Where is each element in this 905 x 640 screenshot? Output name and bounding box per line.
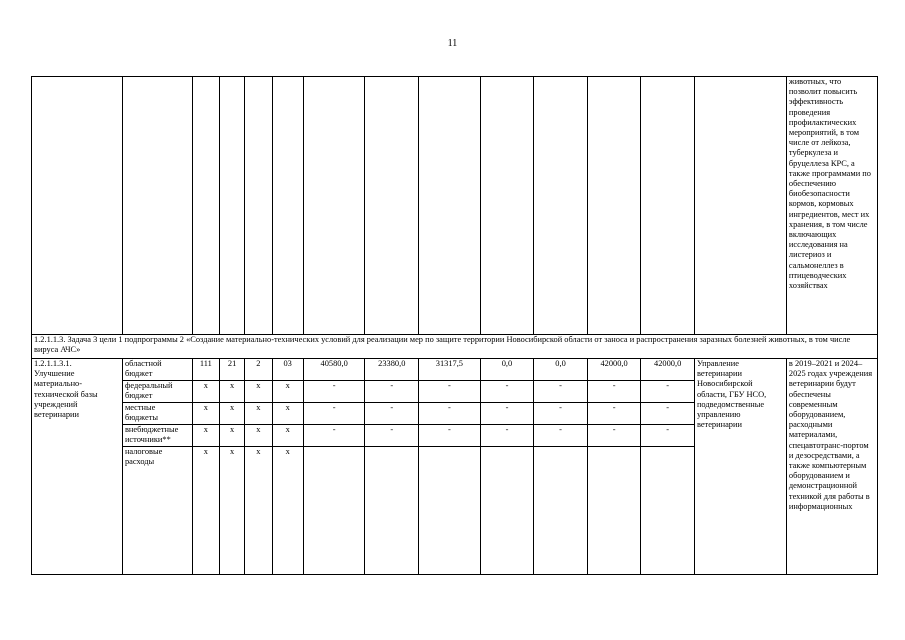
value-cell: -: [480, 425, 534, 447]
code-om: x: [272, 425, 303, 447]
value-cell: -: [480, 381, 534, 403]
cell-empty: [587, 77, 641, 335]
cell-empty: [365, 77, 419, 335]
cell-empty: [245, 77, 272, 335]
table-row-task: [32, 335, 878, 359]
code-grbs: x: [192, 381, 219, 403]
code-pgp: x: [245, 381, 272, 403]
value-cell: -: [419, 403, 481, 425]
cell-empty: [480, 77, 534, 335]
value-cell: -: [534, 403, 588, 425]
cell-empty: [641, 77, 695, 335]
table-row-funding: [32, 359, 878, 381]
code-om: x: [272, 381, 303, 403]
code-grbs: 111: [192, 359, 219, 381]
value-cell: 31317,5: [419, 359, 481, 381]
value-cell: -: [641, 403, 695, 425]
value-cell: 23380,0: [365, 359, 419, 381]
code-pgp: 2: [245, 359, 272, 381]
value-cell: [303, 447, 365, 575]
value-cell: -: [365, 403, 419, 425]
value-cell: -: [641, 425, 695, 447]
value-cell: -: [419, 425, 481, 447]
value-cell: [641, 447, 695, 575]
value-cell: 0,0: [534, 359, 588, 381]
code-pgp: x: [245, 403, 272, 425]
value-cell: -: [534, 425, 588, 447]
expected-result: в 2019–2021 и 2024– 2025 годах учреждения ветеринарии будут обеспечены современным оборудованием, расходными материалами, спецавтотранс-портом и дезосредствами, а также компьютерным оборудованием и демонстрационной техникой для работы в информационных: [786, 359, 877, 575]
value-cell: [587, 447, 641, 575]
expected-result-continuation: животных, что позволит повысить эффективность проведения профилактических мероприятий, в том числе от лейкоза, туберкулеза и бруцеллеза КРС, а также программами по обеспечению биобезопасности кормов, кормовых ингредиентов, мест их хранения, в том числе включающих исследования на листериоз и сальмонеллез в птицеводческих хозяйствах: [786, 77, 877, 335]
value-cell: [365, 447, 419, 575]
funding-source: налоговые расходы: [122, 447, 192, 575]
value-cell: -: [303, 425, 365, 447]
value-cell: [480, 447, 534, 575]
cell-empty: [303, 77, 365, 335]
code-grbs: x: [192, 447, 219, 575]
code-grbs: x: [192, 425, 219, 447]
table-row-continuation: [32, 77, 878, 335]
code-gp: x: [219, 381, 244, 403]
task-heading: 1.2.1.1.3. Задача 3 цели 1 подпрограммы 2 «Создание материально-технических условий для реализации мер по защите территории Новосибирской области от заноса и распространения заразных болезней животных, в том числе вируса АЧС»: [32, 335, 878, 359]
code-gp: x: [219, 403, 244, 425]
code-om: 03: [272, 359, 303, 381]
cell-empty: [192, 77, 219, 335]
value-cell: -: [365, 381, 419, 403]
cell-empty: [272, 77, 303, 335]
cell-empty: [219, 77, 244, 335]
value-cell: -: [587, 381, 641, 403]
value-cell: -: [534, 381, 588, 403]
funding-source: внебюджетные источники**: [122, 425, 192, 447]
value-cell: -: [641, 381, 695, 403]
code-gp: x: [219, 425, 244, 447]
value-cell: [534, 447, 588, 575]
value-cell: -: [365, 425, 419, 447]
value-cell: 42000,0: [587, 359, 641, 381]
cell-empty: [694, 77, 786, 335]
code-pgp: x: [245, 447, 272, 575]
activity-name: 1.2.1.1.3.1. Улучшение материально-технической базы учреждений ветеринарии: [32, 359, 123, 575]
value-cell: -: [480, 403, 534, 425]
cell-empty: [32, 77, 123, 335]
code-om: x: [272, 403, 303, 425]
funding-source: областной бюджет: [122, 359, 192, 381]
value-cell: [419, 447, 481, 575]
code-pgp: x: [245, 425, 272, 447]
funding-source: федеральный бюджет: [122, 381, 192, 403]
value-cell: 42000,0: [641, 359, 695, 381]
code-om: x: [272, 447, 303, 575]
value-cell: 0,0: [480, 359, 534, 381]
value-cell: -: [587, 403, 641, 425]
cell-empty: [122, 77, 192, 335]
code-gp: 21: [219, 359, 244, 381]
value-cell: -: [587, 425, 641, 447]
program-activity-table: [31, 76, 878, 583]
value-cell: 40580,0: [303, 359, 365, 381]
cell-empty: [419, 77, 481, 335]
funding-source: местные бюджеты: [122, 403, 192, 425]
page-number: 11: [447, 38, 458, 49]
value-cell: -: [303, 403, 365, 425]
code-grbs: x: [192, 403, 219, 425]
value-cell: -: [303, 381, 365, 403]
executor: Управление ветеринарии Новосибирской области, ГБУ НСО, подведомственные управлению ветеринарии: [694, 359, 786, 575]
value-cell: -: [419, 381, 481, 403]
code-gp: x: [219, 447, 244, 575]
cell-empty: [534, 77, 588, 335]
